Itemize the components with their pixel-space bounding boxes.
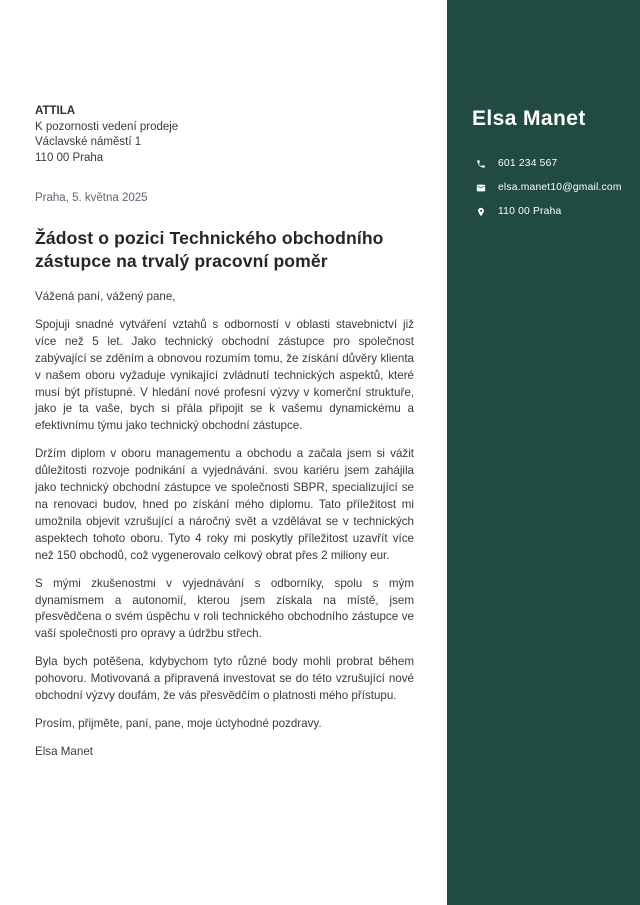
paragraph-2: Držím diplom v oboru managementu a obchodu a začala jsem si vážit důležitosti rozvoje podnikání a vyjednávání. svou kariéru jsem zahájila jako technický obchodní zástupce ve společnosti SBPR, specializující se na renovaci budov, hned po získání mého diplomu. Tato příležitost mi umožnila objevit vzrušující a náročný svět a vzdělávat se v technických aspektech tohoto oboru. Tyto 4 roky mi poskytly příležitost uzavřít více než 150 obchodů, což vygenerovalo celkový obrat přes 2 miliony eur. <box>35 447 414 562</box>
phone-icon <box>476 159 486 169</box>
recipient-city: 110 00 Praha <box>35 151 104 164</box>
recipient-company: ATTILA <box>35 105 76 117</box>
letter-body <box>35 0 414 761</box>
recipient-street: Václavské náměstí 1 <box>35 136 142 148</box>
letter-title: Žádost o pozici Technického obchodního zástupce na trvalý pracovní poměr <box>35 228 384 271</box>
paragraph-3: S mými zkušenostmi v vyjednávání s odborníky, spolu s mým dynamismem a autonomií, kterou jsem získala na místě, jsem přesvědčena o svém úspěchu v roli technického obchodního zástupce ve vaší společnosti pro opravy a údržbu střech. <box>35 576 414 641</box>
sidebar-name: Elsa Manet <box>472 107 586 130</box>
contact-row-email <box>476 182 622 193</box>
paragraph-1: Spojuji snadné vytváření vztahů s odborností v oblasti stavebnictví již více než 5 let. Jako technický obchodní zástupce pro společnost zabývající se zděním a obnovou rozumím tomu, že získání důvěry klienta v našem oboru vyžaduje vynikající zvládnutí technických aspektů, které musí být přístupné. V hledání nové profesní výzvy v komerční struktuře, jako je ta vaše, bych si přála připojit se k vašemu dynamickému a efektivnímu týmu jako technický obchodní zástupce. <box>35 317 414 433</box>
paragraph-4: Byla bych potěšena, kdybychom tyto různé body mohli probrat během pohovoru. Motivovaná a připravená investovat se do této vzrušující nové obchodní výzvy doufám, že vás přesvědčím o platnosti mého přístupu. <box>35 655 414 703</box>
sidebar <box>447 0 640 905</box>
contact-location-value: 110 00 Praha <box>498 206 562 217</box>
signature-name: Elsa Manet <box>35 744 93 758</box>
salutation: Vážená paní, vážený pane, <box>35 290 176 303</box>
contact-row-phone <box>476 158 622 169</box>
contact-email-value: elsa.manet10@gmail.com <box>498 182 622 193</box>
location-icon <box>476 207 486 217</box>
letter-date: Praha, 5. května 2025 <box>35 192 148 204</box>
recipient-block <box>35 104 414 166</box>
contact-list <box>472 158 622 217</box>
contact-row-location <box>476 206 622 217</box>
recipient-attention-line: K pozornosti vedení prodeje <box>35 120 179 133</box>
closing-line: Prosím, přijměte, paní, pane, moje úctyhodné pozdravy. <box>35 716 322 730</box>
mail-icon <box>476 183 486 193</box>
contact-phone-value: 601 234 567 <box>498 158 558 169</box>
